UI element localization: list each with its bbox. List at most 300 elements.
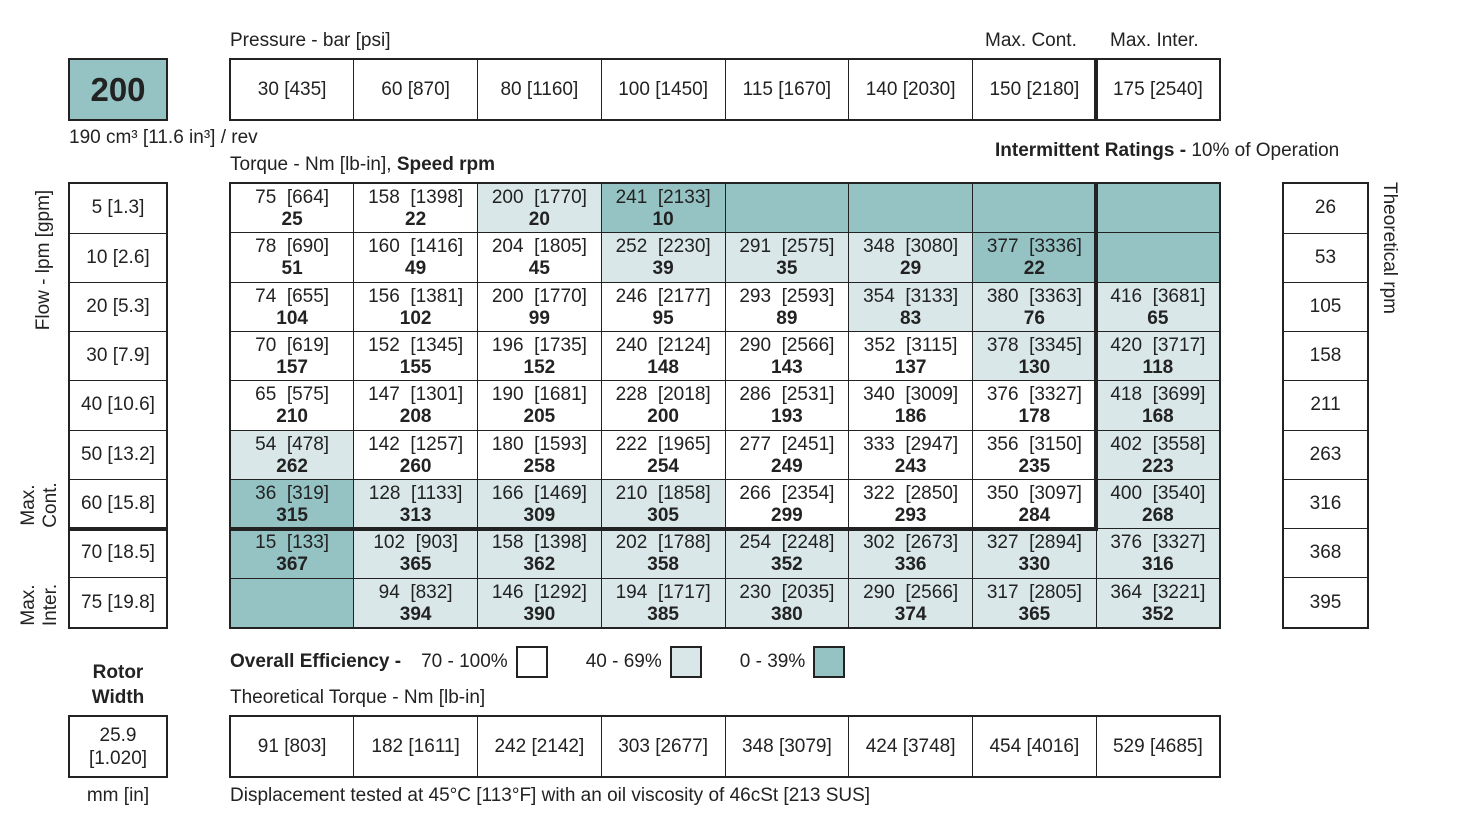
theoretical-torque-cell: 91 [803] <box>230 716 354 777</box>
rpm-cell: 368 <box>1283 528 1368 577</box>
theoretical-rpm-column <box>1282 182 1369 629</box>
grid-cell <box>1096 381 1220 430</box>
torque-label <box>230 154 495 176</box>
rotor-width-line1: Rotor <box>92 662 144 683</box>
flow-row <box>69 528 167 577</box>
grid-cell <box>1096 282 1220 331</box>
grid-cell <box>725 479 849 528</box>
grid-cell <box>1096 183 1220 233</box>
speed-value: 83 <box>900 307 922 329</box>
grid-cell <box>725 233 849 282</box>
grid-cell <box>230 529 354 578</box>
rpm-row <box>1283 528 1368 577</box>
flow-row <box>69 183 167 233</box>
speed-value: 65 <box>1147 307 1169 329</box>
grid-cell <box>849 183 973 233</box>
speed-value: 51 <box>281 258 303 280</box>
flow-row <box>69 578 167 628</box>
flow-cell: 10 [2.6] <box>69 233 167 282</box>
flow-cell: 60 [15.8] <box>69 479 167 528</box>
rpm-cell: 211 <box>1283 381 1368 430</box>
grid-cell <box>973 282 1097 331</box>
grid-cell <box>849 430 973 479</box>
grid-cell <box>725 381 849 430</box>
speed-value: 385 <box>647 603 679 625</box>
speed-value: 254 <box>647 455 679 477</box>
torque-value: 380 [3363] <box>986 285 1082 307</box>
flow-cell: 40 [10.6] <box>69 381 167 430</box>
torque-value: 317 [2805] <box>986 581 1082 603</box>
speed-value: 210 <box>276 406 308 428</box>
speed-value: 152 <box>523 357 556 378</box>
torque-value: 200 [1770] <box>491 285 587 307</box>
grid-row <box>230 282 1220 331</box>
torque-value: 75 [664] <box>255 187 330 208</box>
speed-value: 45 <box>528 258 550 280</box>
grid-cell <box>230 233 354 282</box>
grid-cell <box>478 183 602 233</box>
speed-value: 99 <box>528 307 550 329</box>
grid-cell <box>478 430 602 479</box>
footnote: Displacement tested at 45°C [113°F] with an oil viscosity of 46cSt [213 SUS] <box>230 785 871 806</box>
max-inter-side-line2: Inter. <box>40 583 61 627</box>
theoretical-torque-cell: 424 [3748] <box>849 716 973 777</box>
grid-cell <box>849 529 973 578</box>
pressure-header <box>229 58 1221 121</box>
grid-cell <box>849 578 973 628</box>
torque-value: 166 [1469] <box>491 482 587 504</box>
grid-cell <box>973 233 1097 282</box>
grid-cell <box>601 529 725 578</box>
speed-value: 262 <box>276 455 308 477</box>
torque-value: 252 [2230] <box>615 236 711 258</box>
efficiency-label: Overall Efficiency - <box>230 651 402 672</box>
rotor-width-label <box>68 660 168 710</box>
torque-value: 152 [1345] <box>368 335 464 356</box>
intermittent-bold: Intermittent Ratings - <box>995 140 1187 161</box>
torque-value: 147 [1301] <box>368 384 464 406</box>
torque-value: 290 [2566] <box>739 335 835 356</box>
grid-cell <box>601 332 725 381</box>
torque-value: 128 [1133] <box>368 482 463 504</box>
torque-value: 194 [1717] <box>615 581 711 603</box>
displacement-text: 190 cm³ [11.6 in³] / rev <box>69 127 258 148</box>
flow-axis-label: Flow - lpm [gpm] <box>33 189 54 331</box>
grid-row <box>230 529 1220 578</box>
grid-cell <box>1096 578 1220 628</box>
grid-cell <box>230 479 354 528</box>
torque-value: 230 [2035] <box>739 581 835 603</box>
grid-cell <box>601 183 725 233</box>
grid-cell <box>601 578 725 628</box>
torque-value: 158 [1398] <box>491 532 587 554</box>
efficiency-range-mid: 40 - 69% <box>585 651 662 672</box>
torque-value: 15 [133] <box>255 532 330 554</box>
rpm-cell: 263 <box>1283 430 1368 479</box>
rotor-width-box <box>68 715 168 778</box>
speed-value: 186 <box>894 406 927 428</box>
speed-value: 243 <box>894 455 927 477</box>
displacement-label <box>69 127 258 149</box>
pressure-cell: 115 [1670] <box>725 59 849 120</box>
torque-label-bold: Speed rpm <box>396 154 496 175</box>
torque-value: 70 [619] <box>255 335 330 356</box>
torque-value: 416 [3681] <box>1110 285 1206 307</box>
speed-value: 137 <box>894 357 927 378</box>
rotor-width-line2: Width <box>91 687 145 708</box>
efficiency-swatch-low <box>813 646 845 678</box>
grid-cell <box>354 282 478 331</box>
speed-value: 148 <box>647 357 679 378</box>
rpm-row <box>1283 479 1368 528</box>
pressure-label: Pressure - bar [psi] <box>230 30 391 51</box>
speed-value: 22 <box>1023 258 1045 280</box>
grid-cell <box>849 479 973 528</box>
speed-value: 104 <box>276 307 308 329</box>
grid-cell <box>725 282 849 331</box>
grid-cell <box>478 332 602 381</box>
grid-cell <box>478 233 602 282</box>
max-cont-side-line1: Max. <box>18 484 39 526</box>
grid-cell <box>230 578 354 628</box>
flow-cell: 50 [13.2] <box>69 430 167 479</box>
speed-value: 315 <box>276 504 308 526</box>
torque-value: 204 [1805] <box>491 236 587 258</box>
speed-value: 130 <box>1018 357 1051 378</box>
speed-value: 299 <box>771 504 803 526</box>
speed-value: 223 <box>1142 455 1174 477</box>
max-cont-label: Max. Cont. <box>985 30 1077 51</box>
speed-value: 352 <box>771 554 803 576</box>
torque-value: 348 [3080] <box>863 236 959 258</box>
grid-cell <box>973 332 1097 381</box>
max-cont-side-label <box>18 480 62 530</box>
max-cont-side-line2: Cont. <box>40 482 61 528</box>
torque-label-normal: Torque - Nm [lb-in], <box>230 154 397 175</box>
torque-value: 200 [1770] <box>491 187 587 208</box>
torque-value: 266 [2354] <box>739 482 835 504</box>
grid-cell <box>973 381 1097 430</box>
grid-row <box>230 332 1220 381</box>
grid-cell <box>601 381 725 430</box>
grid-cell <box>973 430 1097 479</box>
torque-value: 210 [1858] <box>615 482 711 504</box>
flow-row <box>69 479 167 528</box>
flow-column <box>68 182 168 629</box>
rpm-cell: 395 <box>1283 578 1368 628</box>
rpm-row <box>1283 578 1368 628</box>
efficiency-swatch-high <box>516 646 548 678</box>
grid-cell <box>230 282 354 331</box>
speed-value: 249 <box>771 455 803 477</box>
grid-row <box>230 381 1220 430</box>
speed-value: 89 <box>776 307 798 329</box>
torque-value: 356 [3150] <box>986 433 1082 455</box>
rpm-row <box>1283 332 1368 381</box>
theoretical-torque-cell: 348 [3079] <box>725 716 849 777</box>
max-cont-horizontal-divider-grid <box>229 527 1098 531</box>
torque-value: 327 [2894] <box>986 532 1082 554</box>
speed-value: 76 <box>1023 307 1045 329</box>
rotor-unit: mm [in] <box>86 785 150 806</box>
torque-value: 376 [3327] <box>1110 532 1206 554</box>
torque-value: 322 [2850] <box>863 482 959 504</box>
torque-value: 290 [2566] <box>863 581 959 603</box>
model-number: 200 <box>90 70 146 108</box>
speed-value: 316 <box>1142 554 1174 576</box>
speed-value: 118 <box>1142 357 1174 378</box>
rotor-width-value-line1: 25.9 <box>99 724 137 746</box>
speed-value: 39 <box>652 258 674 280</box>
pressure-cell: 60 [870] <box>354 59 478 120</box>
grid-cell <box>601 233 725 282</box>
pressure-cell: 30 [435] <box>230 59 354 120</box>
speed-value: 352 <box>1142 603 1174 625</box>
efficiency-range-low: 0 - 39% <box>739 651 806 672</box>
speed-value: 208 <box>399 406 432 428</box>
rpm-cell: 158 <box>1283 332 1368 381</box>
grid-cell <box>601 430 725 479</box>
speed-value: 29 <box>900 258 922 280</box>
torque-value: 376 [3327] <box>986 384 1082 406</box>
grid-cell <box>230 430 354 479</box>
grid-row <box>230 183 1220 233</box>
rpm-row <box>1283 430 1368 479</box>
grid-cell <box>354 430 478 479</box>
speed-value: 374 <box>894 603 927 625</box>
torque-value: 102 [903] <box>373 532 458 554</box>
torque-value: 142 [1257] <box>368 433 464 455</box>
speed-value: 365 <box>399 554 432 576</box>
speed-value: 49 <box>405 258 427 280</box>
theoretical-torque-cell: 242 [2142] <box>478 716 602 777</box>
theoretical-torque-cell: 454 [4016] <box>973 716 1097 777</box>
torque-value: 286 [2531] <box>739 384 835 406</box>
torque-value: 277 [2451] <box>739 433 835 455</box>
torque-value: 240 [2124] <box>615 335 711 356</box>
torque-value: 350 [3097] <box>986 482 1082 504</box>
theoretical-torque-label: Theoretical Torque - Nm [lb-in] <box>230 687 486 708</box>
theoretical-torque-cell: 303 [2677] <box>601 716 725 777</box>
max-inter-label: Max. Inter. <box>1110 30 1199 51</box>
max-cont-horizontal-divider <box>68 527 168 531</box>
grid-cell <box>230 332 354 381</box>
pressure-cell: 100 [1450] <box>601 59 725 120</box>
rpm-row <box>1283 183 1368 233</box>
grid-cell <box>601 479 725 528</box>
torque-value: 333 [2947] <box>863 433 959 455</box>
speed-value: 258 <box>523 455 556 477</box>
theoretical-torque-cell: 182 [1611] <box>354 716 478 777</box>
speed-value: 193 <box>771 406 803 428</box>
max-inter-side-label <box>18 580 62 630</box>
speed-value: 365 <box>1018 603 1051 625</box>
torque-value: 74 [655] <box>255 285 330 307</box>
max-inter-divider <box>1094 58 1098 121</box>
speed-value: 157 <box>276 357 308 378</box>
grid-cell <box>478 381 602 430</box>
flow-cell: 5 [1.3] <box>69 183 167 233</box>
speed-value: 293 <box>894 504 927 526</box>
torque-value: 254 [2248] <box>739 532 835 554</box>
speed-value: 380 <box>771 603 803 625</box>
grid-cell <box>478 529 602 578</box>
grid-cell <box>230 381 354 430</box>
flow-row <box>69 233 167 282</box>
speed-value: 309 <box>523 504 556 526</box>
flow-row <box>69 282 167 331</box>
theoretical-torque-cell: 529 [4685] <box>1096 716 1220 777</box>
torque-value: 377 [3336] <box>986 236 1082 258</box>
rotor-width-value-line2: [1.020] <box>88 747 148 769</box>
grid-cell <box>354 381 478 430</box>
efficiency-legend <box>230 646 845 678</box>
grid-cell <box>478 479 602 528</box>
torque-value: 65 [575] <box>255 384 330 406</box>
speed-value: 305 <box>647 504 679 526</box>
grid-row <box>230 479 1220 528</box>
torque-value: 202 [1788] <box>615 532 711 554</box>
flow-cell: 75 [19.8] <box>69 578 167 628</box>
flow-cell: 20 [5.3] <box>69 282 167 331</box>
flow-row <box>69 381 167 430</box>
flow-cell: 30 [7.9] <box>69 332 167 381</box>
grid-cell <box>354 578 478 628</box>
speed-value: 178 <box>1018 406 1051 428</box>
grid-cell <box>849 282 973 331</box>
pressure-cell: 140 [2030] <box>849 59 973 120</box>
speed-value: 35 <box>776 258 798 280</box>
speed-value: 268 <box>1142 504 1174 526</box>
rpm-row <box>1283 282 1368 331</box>
max-inter-side-line1: Max. <box>18 584 39 626</box>
torque-value: 354 [3133] <box>863 285 959 307</box>
speed-value: 260 <box>399 455 432 477</box>
efficiency-swatch-mid <box>670 646 702 678</box>
rpm-row <box>1283 233 1368 282</box>
torque-value: 146 [1292] <box>491 581 587 603</box>
efficiency-range-high: 70 - 100% <box>421 651 508 672</box>
flow-row <box>69 332 167 381</box>
grid-cell <box>849 233 973 282</box>
speed-value: 22 <box>405 209 427 230</box>
grid-cell <box>601 282 725 331</box>
speed-value: 155 <box>399 357 432 378</box>
torque-value: 418 [3699] <box>1110 384 1206 406</box>
theoretical-torque-row <box>229 715 1221 778</box>
grid-row <box>230 578 1220 628</box>
torque-value: 400 [3540] <box>1110 482 1206 504</box>
torque-value: 340 [3009] <box>863 384 959 406</box>
torque-value: 420 [3717] <box>1110 335 1206 356</box>
torque-value: 54 [478] <box>255 433 330 455</box>
grid-row <box>230 233 1220 282</box>
rpm-cell: 105 <box>1283 282 1368 331</box>
rpm-cell: 316 <box>1283 479 1368 528</box>
grid-cell <box>725 183 849 233</box>
intermittent-rest: 10% of Operation <box>1186 140 1340 161</box>
torque-value: 160 [1416] <box>368 236 464 258</box>
torque-value: 94 [832] <box>378 581 453 603</box>
torque-value: 156 [1381] <box>368 285 464 307</box>
speed-value: 25 <box>281 209 303 230</box>
grid-cell <box>725 529 849 578</box>
pressure-cell: 175 [2540] <box>1096 59 1220 120</box>
grid-cell <box>725 430 849 479</box>
torque-value: 78 [690] <box>255 236 330 258</box>
grid-cell <box>1096 233 1220 282</box>
grid-cell <box>1096 479 1220 528</box>
speed-value: 205 <box>523 406 556 428</box>
torque-value: 246 [2177] <box>615 285 711 307</box>
torque-value: 196 [1735] <box>491 335 587 356</box>
theoretical-rpm-label: Theoretical rpm <box>1379 182 1400 314</box>
max-cont-vertical-divider <box>1094 182 1098 529</box>
grid-cell <box>849 332 973 381</box>
speed-value: 394 <box>399 603 432 625</box>
rpm-cell: 53 <box>1283 233 1368 282</box>
torque-value: 241 [2133] <box>615 187 711 208</box>
torque-value: 228 [2018] <box>615 384 711 406</box>
grid-cell <box>230 183 354 233</box>
grid-cell <box>725 332 849 381</box>
speed-value: 367 <box>276 554 308 576</box>
pressure-cell: 150 [2180] <box>973 59 1097 120</box>
speed-value: 336 <box>894 554 927 576</box>
speed-value: 313 <box>399 504 432 526</box>
intermittent-ratings <box>995 140 1339 162</box>
grid-cell <box>354 479 478 528</box>
grid-cell <box>725 578 849 628</box>
grid-cell <box>354 183 478 233</box>
torque-value: 291 [2575] <box>739 236 835 258</box>
speed-value: 358 <box>647 554 679 576</box>
grid-row <box>230 430 1220 479</box>
torque-value: 378 [3345] <box>986 335 1082 356</box>
torque-value: 222 [1965] <box>615 433 711 455</box>
speed-value: 284 <box>1018 504 1051 526</box>
torque-value: 402 [3558] <box>1110 433 1206 455</box>
speed-value: 168 <box>1142 406 1174 428</box>
torque-value: 36 [319] <box>255 482 330 504</box>
grid-cell <box>1096 332 1220 381</box>
grid-cell <box>849 381 973 430</box>
speed-value: 362 <box>523 554 556 576</box>
performance-grid <box>229 182 1221 629</box>
torque-value: 190 [1681] <box>491 384 587 406</box>
grid-cell <box>478 578 602 628</box>
speed-value: 102 <box>399 307 432 329</box>
speed-value: 235 <box>1018 455 1051 477</box>
torque-value: 352 [3115] <box>863 335 958 356</box>
torque-value: 293 [2593] <box>739 285 835 307</box>
flow-cell: 70 [18.5] <box>69 528 167 577</box>
torque-value: 302 [2673] <box>863 532 959 554</box>
speed-value: 200 <box>647 406 679 428</box>
speed-value: 10 <box>652 209 674 230</box>
model-badge <box>68 58 168 121</box>
speed-value: 143 <box>771 357 803 378</box>
grid-cell <box>973 578 1097 628</box>
torque-value: 158 [1398] <box>368 187 464 208</box>
pressure-cell: 80 [1160] <box>478 59 602 120</box>
grid-cell <box>478 282 602 331</box>
rpm-row <box>1283 381 1368 430</box>
torque-value: 180 [1593] <box>491 433 587 455</box>
grid-cell <box>973 183 1097 233</box>
grid-cell <box>354 332 478 381</box>
grid-cell <box>354 529 478 578</box>
